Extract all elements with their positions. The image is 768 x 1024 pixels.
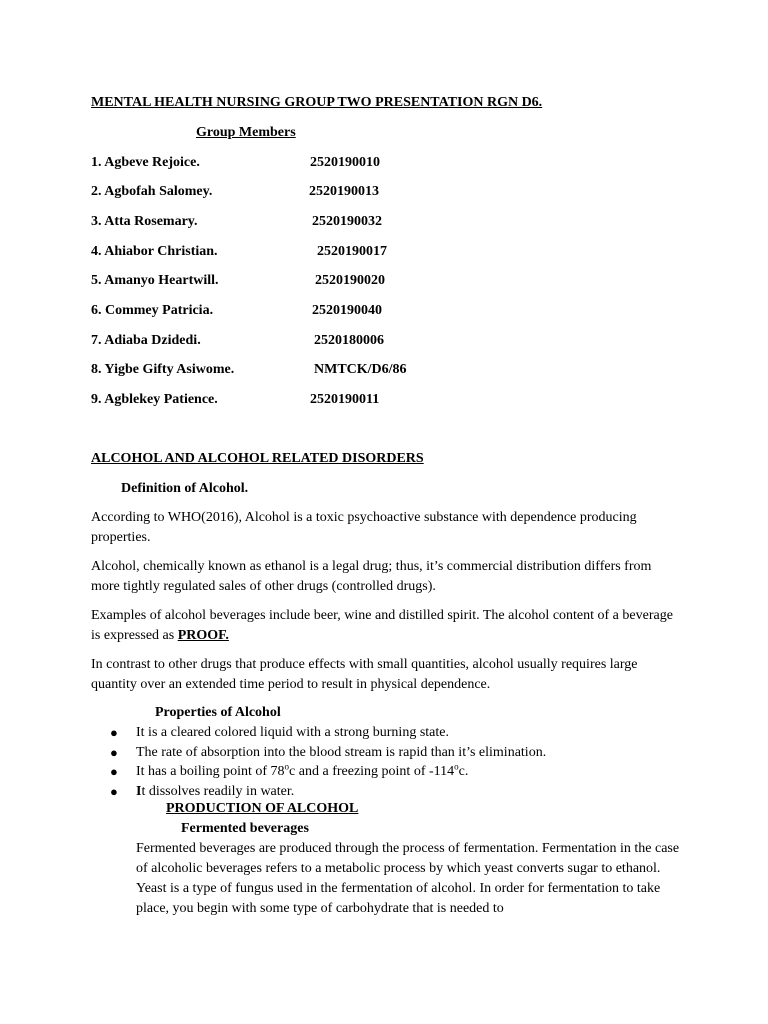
- property-text-part: c and a freezing point of -114: [289, 764, 455, 779]
- member-row: [91, 242, 511, 262]
- paragraph-who-definition: According to WHO(2016), Alcohol is a toxic psychoactive substance with dependence producing properties.: [91, 510, 637, 545]
- member-id: 2520190010: [310, 155, 380, 170]
- member-row: [91, 331, 511, 351]
- member-name: 6. Commey Patricia.: [91, 303, 214, 318]
- member-id: 2520190040: [312, 303, 382, 318]
- member-id: 2520190013: [309, 184, 379, 199]
- paragraph-dependence: In contrast to other drugs that produce effects with small quantities, alcohol usually requires large quantity over an extended time period to result in physical dependence.: [91, 657, 638, 692]
- member-id: 2520190020: [315, 273, 385, 288]
- production-heading: PRODUCTION OF ALCOHOL: [166, 801, 359, 816]
- member-name: 7. Adiaba Dzidedi.: [91, 333, 201, 348]
- degree-superscript: o: [284, 761, 290, 772]
- section-heading: ALCOHOL AND ALCOHOL RELATED DISORDERS: [91, 451, 424, 466]
- paragraph-ethanol: Alcohol, chemically known as ethanol is a legal drug; thus, it’s commercial distribution differs from more tightly regulated sales of other drugs (controlled drugs).: [91, 559, 652, 594]
- fermented-beverages-heading: Fermented beverages: [181, 821, 309, 836]
- property-text-part: t dissolves readily in water.: [141, 783, 295, 799]
- member-id: NMTCK/D6/86: [314, 362, 407, 377]
- member-row: [91, 301, 511, 321]
- paragraph-examples-text: Examples of alcohol beverages include beer, wine and distilled spirit. The alcohol content of a beverage is expressed as: [91, 608, 673, 643]
- degree-superscript: o: [454, 761, 459, 772]
- member-row: [91, 182, 511, 202]
- list-item: [106, 723, 666, 743]
- property-text: It is a cleared colored liquid with a strong burning state.: [136, 725, 449, 740]
- member-id: 2520190032: [312, 214, 382, 229]
- property-text: [136, 761, 469, 779]
- member-name: 1. Agbeve Rejoice.: [91, 155, 200, 170]
- bullet-icon: ●: [110, 725, 118, 740]
- definition-heading: Definition of Alcohol.: [121, 481, 249, 496]
- proof-term: PROOF.: [177, 628, 229, 643]
- member-id: 2520190017: [317, 244, 387, 259]
- group-members-heading: Group Members: [196, 125, 296, 140]
- member-name: 2. Agbofah Salomey.: [91, 184, 213, 199]
- properties-list: [106, 723, 666, 801]
- document-title: MENTAL HEALTH NURSING GROUP TWO PRESENTATION RGN D6.: [91, 95, 543, 110]
- list-item: [106, 743, 666, 763]
- member-name: 9. Agblekey Patience.: [91, 392, 218, 407]
- member-row: [91, 390, 511, 410]
- member-name: 3. Atta Rosemary.: [91, 214, 198, 229]
- paragraph-examples: [91, 606, 681, 646]
- member-row: [91, 212, 511, 232]
- property-text-initial: I: [136, 783, 142, 799]
- list-item: [106, 762, 666, 782]
- property-text-part: It has a boiling point of 78: [136, 764, 285, 779]
- properties-heading: Properties of Alcohol: [155, 705, 281, 720]
- member-name: 4. Ahiabor Christian.: [91, 244, 218, 259]
- paragraph-fermentation: Fermented beverages are produced through the process of fermentation. Fermentation in the case of alcoholic beverages refers to a metabolic process by which yeast converts sugar to ethanol. Yeast is a type of fungus used in the fermentation of alcohol. In order for fermentation to take place, you begin with some type of carbohydrate that is needed to: [136, 841, 680, 916]
- member-name: 8. Yigbe Gifty Asiwome.: [91, 362, 235, 377]
- property-text-part: c.: [458, 764, 469, 779]
- property-text: The rate of absorption into the blood stream is rapid than it’s elimination.: [136, 744, 547, 760]
- member-row: [91, 153, 511, 173]
- member-id: 2520190011: [310, 392, 380, 407]
- property-text: [136, 784, 294, 799]
- member-row: [91, 271, 511, 291]
- bullet-icon: ●: [110, 744, 118, 760]
- member-row: [91, 360, 511, 380]
- member-id: 2520180006: [314, 333, 384, 348]
- member-name: 5. Amanyo Heartwill.: [91, 273, 219, 288]
- bullet-icon: ●: [110, 764, 118, 779]
- bullet-icon: ●: [110, 783, 118, 799]
